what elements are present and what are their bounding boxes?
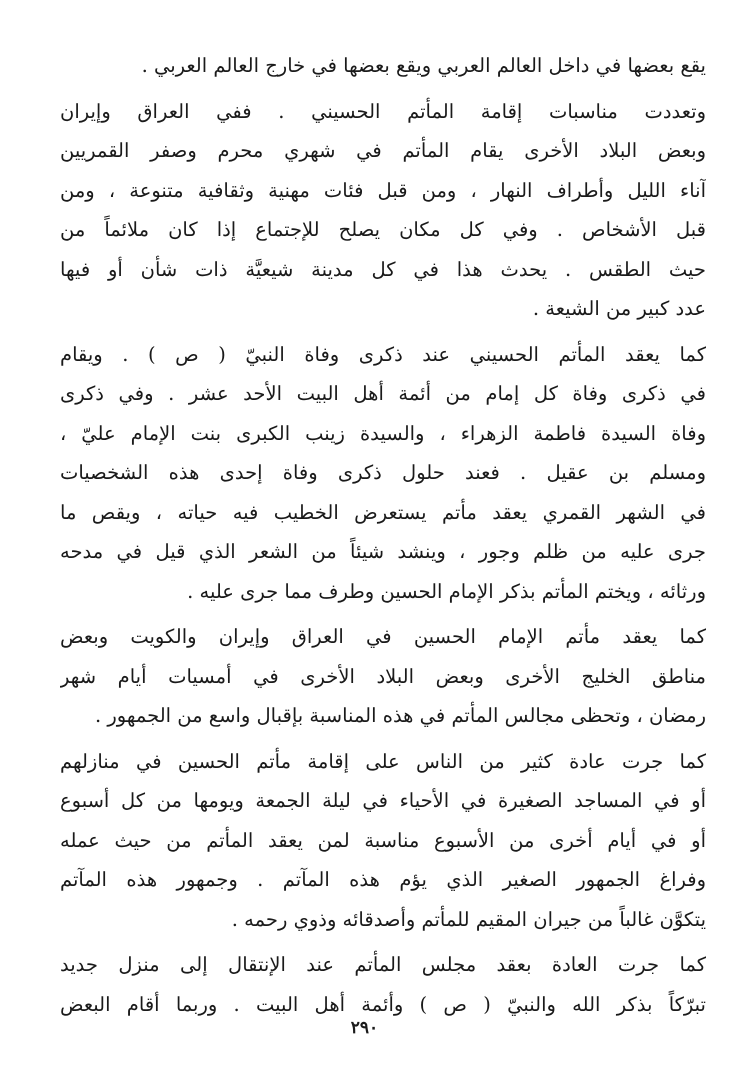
text-line: جرى عليه من ظلم وجور ، وينشد شيئاً من الشعر الذي قيل في مدحه <box>60 540 706 563</box>
text-line: مناطق الخليج الأخرى وبعض البلاد الأخرى في أمسيات أيام شهر <box>60 664 706 688</box>
text-line: وتعددت مناسبات إقامة المأتم الحسيني . ففي العراق وإيران <box>60 99 706 123</box>
text-line: ومسلم بن عقيل . فعند حلول ذكرى وفاة إحدى هذه الشخصيات <box>60 461 706 484</box>
text-line: يقع بعضها في داخل العالم العربي ويقع بعضها في خارج العالم العربي . <box>141 54 706 77</box>
text-line: يتكوَّن غالباً من جيران المقيم للمأتم وأصدقائه وذوي رحمه . <box>231 907 706 931</box>
paragraph-2 <box>60 92 706 329</box>
text-line: كما يعقد مأتم الإمام الحسين في العراق وإيران والكويت وبعض <box>60 625 706 648</box>
text-line: كما جرت عادة كثير من الناس على إقامة مأتم الحسين في منازلهم <box>60 749 706 773</box>
text-line: عدد كبير من الشيعة . <box>532 297 706 320</box>
paragraph-5 <box>60 742 706 940</box>
page-number: ٢٩٠ <box>350 1018 379 1038</box>
text-line: قبل الأشخاص . وفي كل مكان يصلح للإجتماع إذا كان ملائماً من <box>60 218 706 241</box>
text-line: وفراغ الجمهور الصغير الذي يؤم هذه المآتم . وجمهور هذه المآتم <box>60 868 706 891</box>
paragraph-3 <box>60 335 706 612</box>
text-line: كما جرت العادة بعقد مجلس المأتم عند الإنتقال إلى منزل جديد <box>60 953 706 976</box>
paragraph-4 <box>60 617 706 736</box>
page-body <box>60 46 706 1030</box>
text-line: في الشهر القمري يعقد مأتم يستعرض الخطيب فيه حياته ، ويقص ما <box>60 500 706 524</box>
text-line: أو في أيام أخرى من الأسبوع مناسبة لمن يعقد المأتم من حيث عمله <box>60 828 706 852</box>
text-line: أو في المساجد الصغيرة في الأحياء في ليلة الجمعة ويومها من كل أسبوع <box>60 789 706 812</box>
text-line: تبرّكاً بذكر الله والنبيّ ( ص ) وأئمة أهل البيت . وربما أقام البعض <box>60 992 706 1016</box>
text-line: ورثائه ، ويختم المأتم بذكر الإمام الحسين وطرف مما جرى عليه . <box>187 579 706 603</box>
text-line: حيث الطقس . يحدث هذا في كل مدينة شيعيَّة ذات شأن أو فيها <box>60 257 706 281</box>
text-line: آناء الليل وأطراف النهار ، ومن قبل فئات مهنية وثقافية متنوعة ، ومن <box>60 178 706 202</box>
paragraph-6 <box>60 945 706 1024</box>
text-line: في ذكرى وفاة كل إمام من أئمة أهل البيت الأحد عشر . وفي ذكرى <box>60 382 706 405</box>
text-line: كما يعقد المأتم الحسيني عند ذكرى وفاة النبيّ ( ص ) . ويقام <box>60 342 706 366</box>
text-line: وبعض البلاد الأخرى يقام المأتم في شهري محرم وصفر القمريين <box>60 139 706 162</box>
paragraph-1 <box>60 46 706 86</box>
text-line: رمضان ، وتحظى مجالس المأتم في هذه المناسبة بإقبال واسع من الجمهور . <box>94 704 706 727</box>
text-line: وفاة السيدة فاطمة الزهراء ، والسيدة زينب الكبرى بنت الإمام عليّ ، <box>60 421 706 445</box>
